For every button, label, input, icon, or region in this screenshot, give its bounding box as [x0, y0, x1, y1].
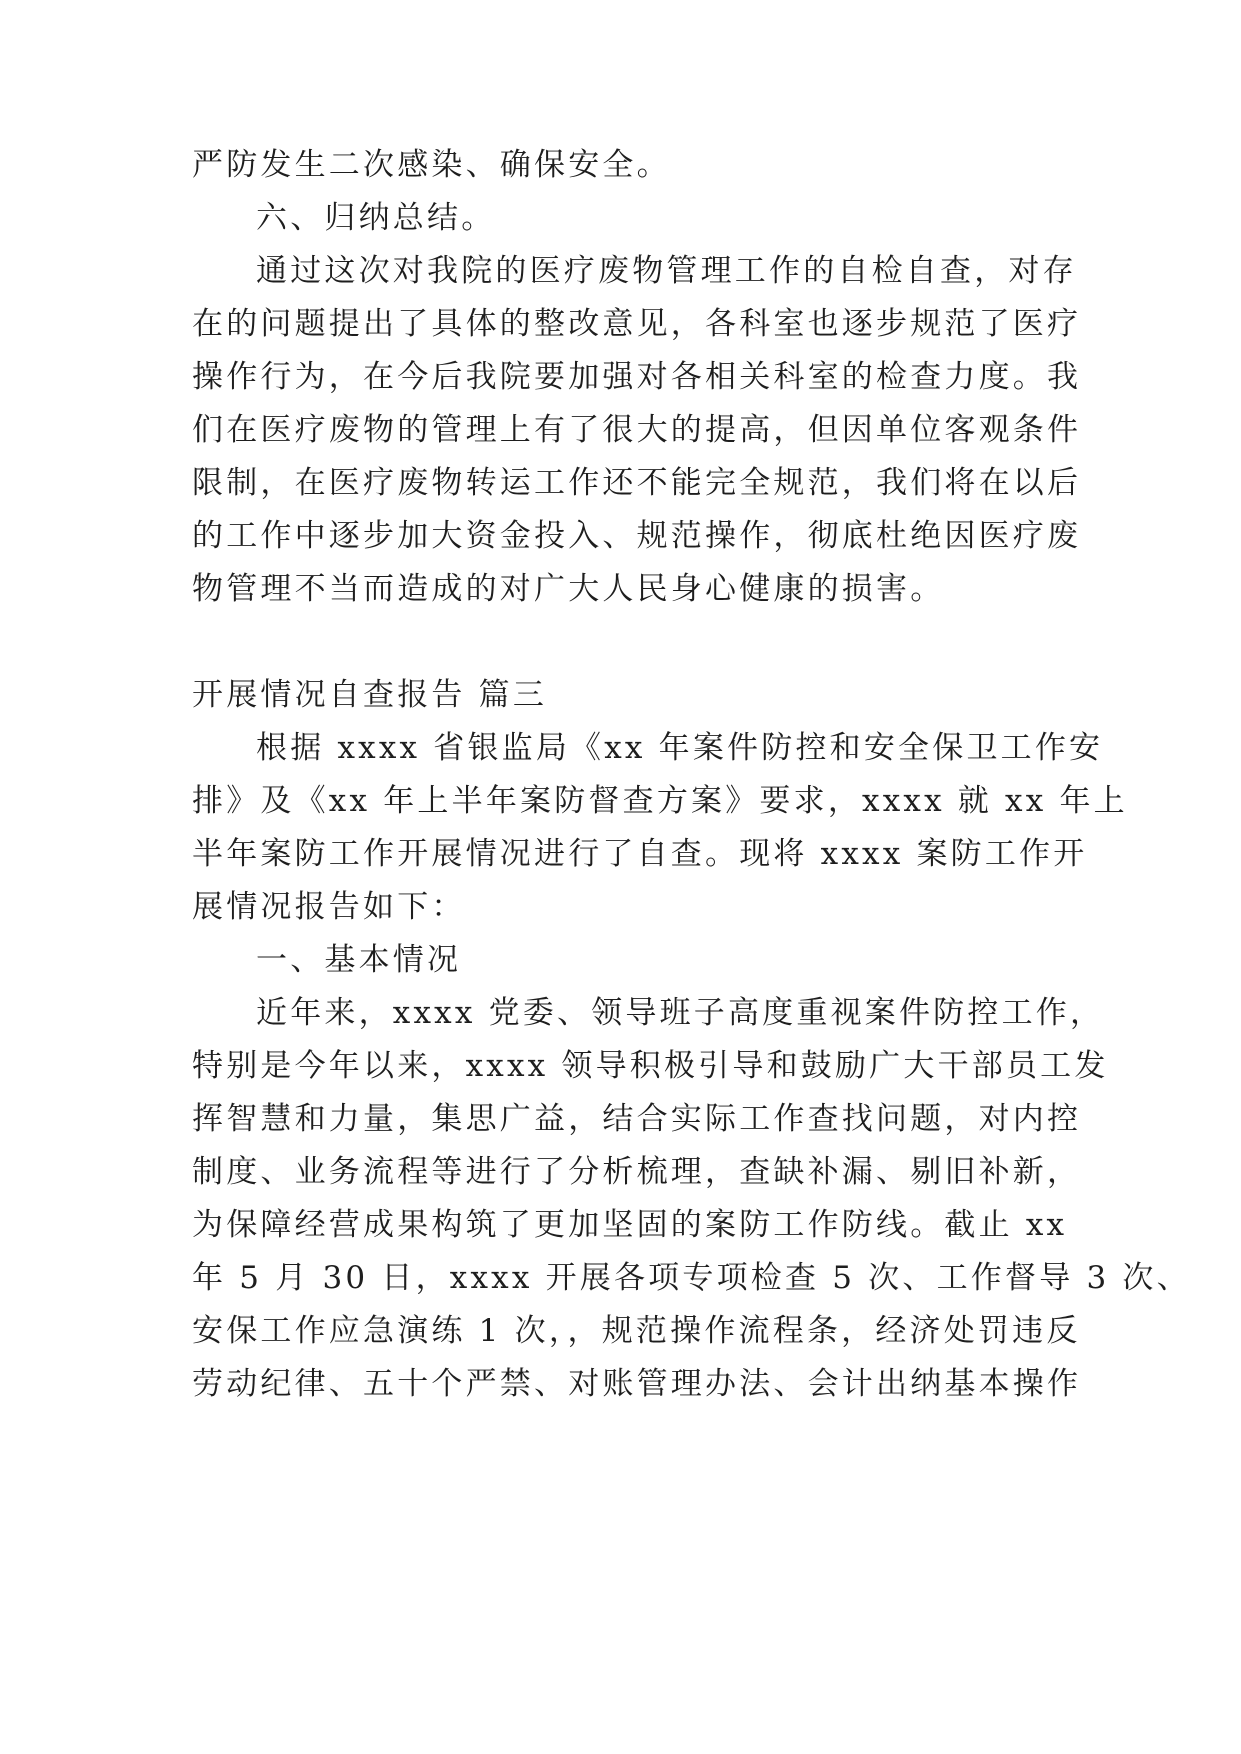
text-line: 制度、业务流程等进行了分析梳理，查缺补漏、剔旧补新，: [192, 1154, 1082, 1190]
text-line: 展情况报告如下：: [192, 889, 466, 925]
text-line: 的工作中逐步加大资金投入、规范操作，彻底杜绝因医疗废: [192, 518, 1082, 554]
text-line: 特别是今年以来，xxxx 领导积极引导和鼓励广大干部员工发: [192, 1048, 1109, 1084]
text-line: 严防发生二次感染、确保安全。: [192, 147, 671, 183]
text-line: 近年来，xxxx 党委、领导班子高度重视案件防控工作，: [256, 995, 1105, 1031]
text-line: 们在医疗废物的管理上有了很大的提高，但因单位客观条件: [192, 412, 1082, 448]
text-line: 为保障经营成果构筑了更加坚固的案防工作防线。截止 xx: [192, 1207, 1068, 1243]
text-line: 劳动纪律、五十个严禁、对账管理办法、会计出纳基本操作: [192, 1366, 1082, 1402]
text-line: 在的问题提出了具体的整改意见，各科室也逐步规范了医疗: [192, 306, 1082, 342]
text-line: 物管理不当而造成的对广大人民身心健康的损害。: [192, 571, 945, 607]
text-line: 半年案防工作开展情况进行了自查。现将 xxxx 案防工作开: [192, 836, 1088, 872]
section-heading: 一、基本情况: [256, 942, 462, 978]
text-line: 通过这次对我院的医疗废物管理工作的自检自查，对存: [256, 253, 1077, 289]
text-line: 限制，在医疗废物转运工作还不能完全规范，我们将在以后: [192, 465, 1082, 501]
text-line: 挥智慧和力量，集思广益，结合实际工作查找问题，对内控: [192, 1101, 1082, 1137]
text-line: 操作行为，在今后我院要加强对各相关科室的检查力度。我: [192, 359, 1082, 395]
text-line: 年 5 月 30 日，xxxx 开展各项专项检查 5 次、工作督导 3 次、: [192, 1260, 1191, 1296]
document-section-title: 开展情况自查报告 篇三: [192, 677, 548, 713]
text-line: 根据 xxxx 省银监局《xx 年案件防控和安全保卫工作安: [256, 730, 1104, 766]
text-line: 安保工作应急演练 1 次，，规范操作流程条，经济处罚违反: [192, 1313, 1081, 1349]
text-line: 排》及《xx 年上半年案防督查方案》要求，xxxx 就 xx 年上: [192, 783, 1128, 819]
section-heading: 六、归纳总结。: [256, 200, 496, 236]
